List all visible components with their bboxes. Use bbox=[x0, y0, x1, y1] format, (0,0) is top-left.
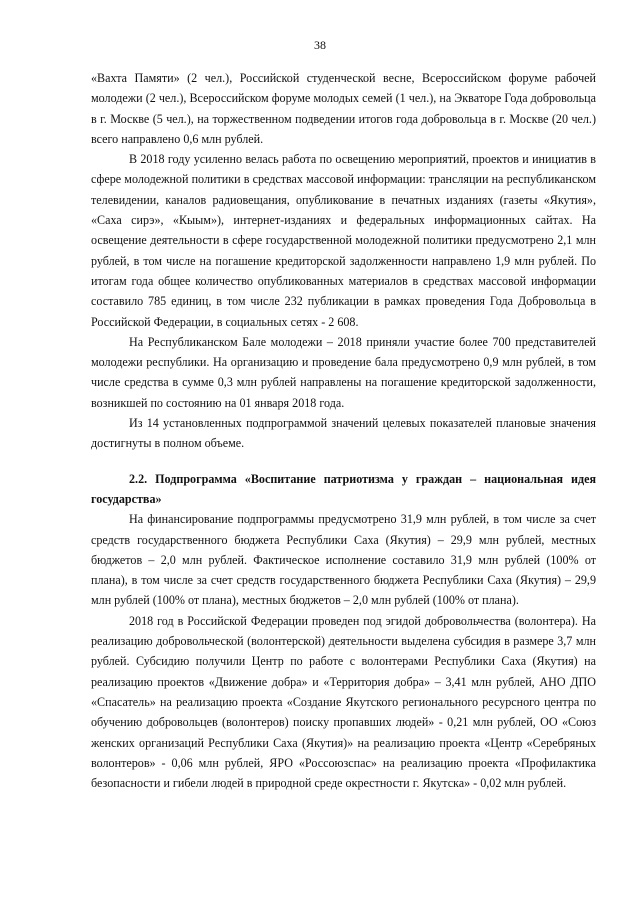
page-number: 38 bbox=[314, 38, 326, 52]
paragraph-subprogram-financing: На финансирование подпрограммы предусмотрено 31,9 млн рублей, в том числе за счет средств государственного бюджета Республики Саха (Якутия) – 29,9 млн рублей, местных бюджетов – 2,0 млн рублей. Фактическое исполнение составило 31,9 млн рублей (100% от плана), в том числе за счет средств государственного бюджета Республики Саха (Якутия) – 29,9 млн рублей (100% от плана), местных бюджетов – 2,0 млн рублей (100% от плана). bbox=[91, 512, 596, 608]
paragraph-target-indicators: Из 14 установленных подпрограммой значений целевых показателей плановые значения достигнуты в полном объеме. bbox=[91, 416, 596, 451]
document-body bbox=[91, 68, 596, 793]
paragraph-youth-ball: На Республиканском Бале молодежи – 2018 приняли участие более 700 представителей молодежи республики. На организацию и проведение бала предусмотрено 0,9 млн рублей, в том числе средства в сумме 0,3 млн рублей направлены на погашение кредиторской задолженности, возникшей по состоянию на 01 января 2018 года. bbox=[91, 334, 596, 410]
section-heading: 2.2. Подпрограмма «Воспитание патриотизма у граждан – национальная идея государства» bbox=[91, 471, 596, 506]
paragraph-volunteer-year: 2018 год в Российской Федерации проведен под эгидой добровольчества (волонтера). На реализацию добровольческой (волонтерской) деятельности выделена субсидия в размере 3,7 млн рублей. Субсидию получили Центр по работе с волонтерами Республики Саха (Якутия) на реализацию проектов «Движение добра» и «Территория добра» – 3,41 млн рублей, АНО ДПО «Спасатель» на реализацию проекта «Создание Якутского регионального ресурсного центра по обучению добровольцев (волонтеров) поиску пропавших людей» - 0,21 млн рублей, ОО «Союз женских организаций Республики Саха (Якутия)» на реализацию проекта «Центр «Серебряных волонтеров» - 0,06 млн рублей, ЯРО «Россоюзспас» на реализацию проекта «Профилактика безопасности и гибели людей в природной среде окрестности г. Якутска» - 0,02 млн рублей. bbox=[91, 613, 596, 791]
paragraph-volunteer-events: «Вахта Памяти» (2 чел.), Российской студенческой весне, Всероссийском форуме рабочей молодежи (2 чел.), Всероссийском форуме молодых семей (1 чел.), на Экваторе Года добровольца в г. Москве (5 чел.), на торжественном подведении итогов года добровольца в г. Москве (20 чел.) всего направлено 0,6 млн рублей. bbox=[91, 71, 596, 146]
paragraph-media-coverage: В 2018 году усиленно велась работа по освещению мероприятий, проектов и инициатив в сфере молодежной политики в средствах массовой информации: трансляции на республиканском телевидении, каналов радиовещания, опубликование в печатных изданиях (газеты «Якутия», «Саха сирэ», «Кыым»), интернет-изданиях и федеральных информационных сайтах. На освещение деятельности в сфере государственной молодежной политики предусмотрено 2,1 млн рублей, в том числе на погашение кредиторской задолженности направлено 1,9 млн рублей. По итогам года общее количество опубликованных материалов в средствах массовой информации составило 785 единиц, в том числе 232 публикации в рамках проведения Года Добровольца в Российской Федерации, в социальных сетях - 2 608. bbox=[91, 152, 596, 329]
